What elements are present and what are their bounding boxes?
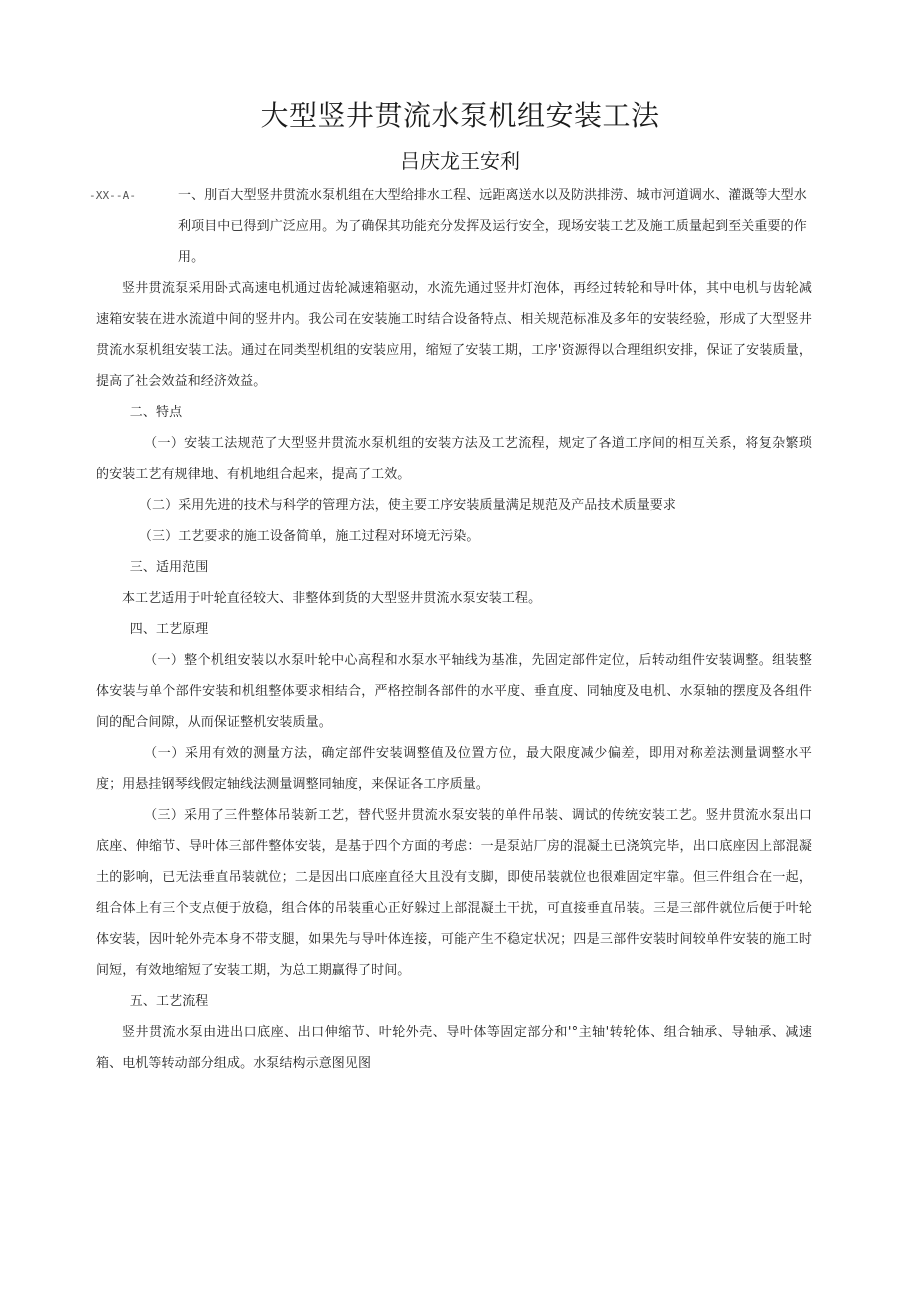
- heading-scope: 三、适用范围: [129, 560, 209, 575]
- features-item-3: （三）工艺要求的施工设备简单，施工过程对环境无污染。: [138, 529, 480, 544]
- heading-principle: 四、工艺原理: [129, 622, 209, 637]
- scope-paragraph: 本工艺适用于叶轮直径较大、非整体到货的大型竖井贯流水泵安装工程。: [122, 591, 542, 606]
- heading-process-flow: 五、工艺流程: [129, 994, 209, 1009]
- principle-item-3: （三）采用了三件整体吊装新工艺，替代竖井贯流水泵安装的单件吊装、调试的传统安装工艺。竖井贯流水泵出口底座、伸缩节、导叶体三部件整体安装，是基于四个方面的考虑：一是泵站厂房的混凝土已浇筑完毕，出口底座因上部混凝土的影响，已无法垂直吊装就位；二是因出口底座直径大且没有支脚，即使吊装就位也很难固定牢靠。但三件组合在一起，组合体上有三个支点便于放稳，组合体的吊装重心正好躲过上部混凝土干扰，可直接垂直吊装。三是三部件就位后便于叶轮体安装，因叶轮外壳本身不带支腿，如果先与导叶体连接，可能产生不稳定状况；四是三部件安装时间较单件安装的施工时间短，有效地缩短了安装工期，为总工期赢得了时间。: [96, 808, 812, 978]
- principle-item-1: （一）整个机组安装以水泵叶轮中心高程和水泵水平轴线为基准，先固定部件定位，后转动组件安装调整。组装整体安装与单个部件安装和机组整体要求相结合，严格控制各部件的水平度、垂直度、同轴度及电机、水泵轴的摆度及各组件间的配合间隙，从而保证整机安装质量。: [96, 653, 812, 730]
- features-item-2: （二）采用先进的技术与科学的管理方法，使主要工序安装质量满足规范及产品技术质量要求: [138, 498, 676, 513]
- process-flow-paragraph: 竖井贯流水泵由进出口底座、出口伸缩节、叶轮外壳、导叶体等固定部分和'°主轴'转轮体、组合轴承、导轴承、减速箱、电机等转动部分组成。水泵结构示意图见图: [96, 1025, 812, 1071]
- principle-item-2: （一）采用有效的测量方法，确定部件安装调整值及位置方位，最大限度减少偏差，即用对称差法测量调整水平度；用悬挂钢琴线假定轴线法测量调整同轴度，来保证各工序质量。: [96, 746, 812, 792]
- document-title: 大型竖井贯流水泵机组安装工法: [260, 99, 660, 132]
- heading-features: 二、特点: [129, 405, 183, 420]
- document-body: [89, 180, 812, 1079]
- intro-paragraph: [89, 180, 812, 273]
- intro-paragraph-2: 竖井贯流泵采用卧式高速电机通过齿轮减速箱驱动，水流先通过竖井灯泡体，再经过转轮和导叶体，其中电机与齿轮减速箱安装在进水流道中间的竖井内。我公司在安装施工时结合设备特点、相关规范标准及多年的安装经验，形成了大型竖井贯流水泵机组安装工法。通过在同类型机组的安装应用，缩短了安装工期，工序'资源得以合理组织安排，保证了安装质量，提高了社会效益和经济效益。: [96, 281, 812, 389]
- intro-text: 一、刖百大型竖井贯流水泵机组在大型给排水工程、远距离送水以及防洪排涝、城市河道调水、灌溉等大型水利项目中已得到广泛应用。为了确保其功能充分发挥及运行安全，现场安装工艺及施工质量起到至关重要的作用。: [178, 188, 807, 265]
- intro-prefix-marker: -XX--A-: [89, 189, 137, 202]
- features-item-1: （一）安装工法规范了大型竖井贯流水泵机组的安装方法及工艺流程，规定了各道工序间的相互关系，将复杂繁琐的安装工艺有规律地、有机地组合起来，提高了工效。: [96, 436, 812, 482]
- document-authors: 吕庆龙王安利: [400, 149, 520, 173]
